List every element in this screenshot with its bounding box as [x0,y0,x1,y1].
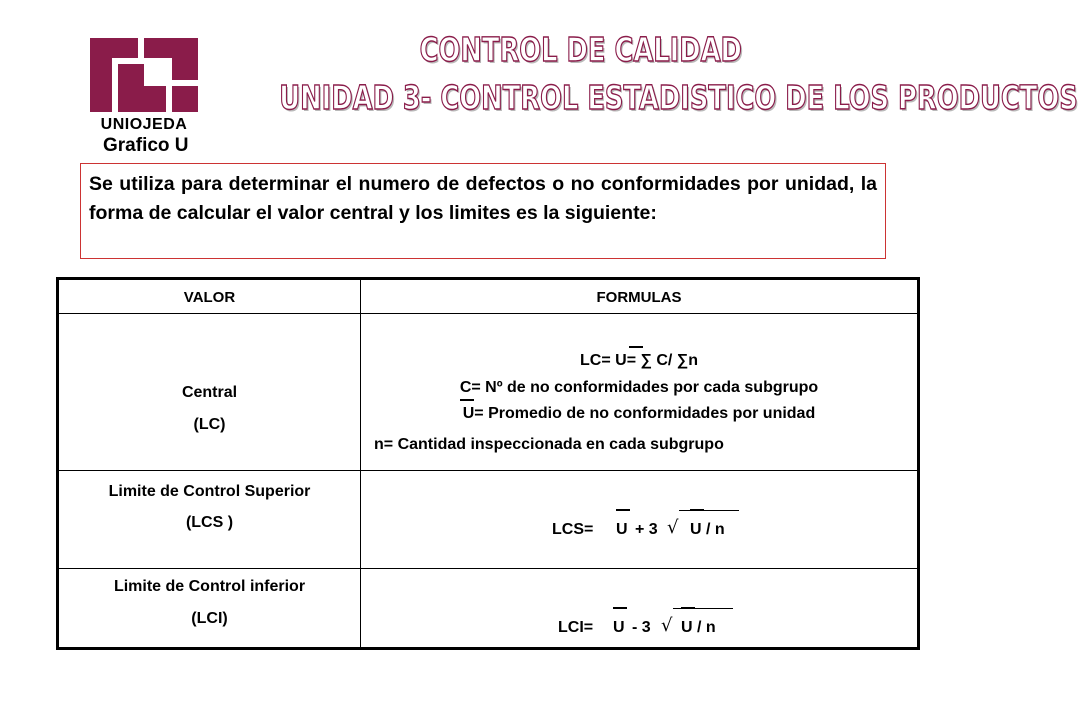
intro-text: Se utiliza para determinar el numero de defectos o no conformidades por unidad, la forma de calcular el valor central y los limites es la siguiente: [89,173,877,224]
header-formulas: FORMULAS [596,289,682,306]
u-overbar [460,399,474,401]
u-overbar [629,346,643,348]
lci-formula-cell [361,569,917,649]
lci-abbr: (LCI) [191,610,228,627]
lcs-u: U [616,521,628,538]
lcs-abbr: (LCS ) [185,514,234,531]
lcs-formula-cell [361,471,917,568]
c-definition: C= Nº de no conformidades por cada subgrupo [459,379,819,396]
lci-formula-prefix: LCI= [558,619,594,636]
u-overbar [681,607,695,609]
logo-wordmark: UNIOJEDA [100,116,188,133]
lci-u: U [613,619,625,636]
lci-label: Limite de Control inferior [113,578,306,595]
lcs-label: Limite de Control Superior [108,483,311,500]
lcs-operator: + 3 [635,521,658,538]
n-definition: n= Cantidad inspeccionada en cada subgrupo [374,436,724,453]
lcs-formula-prefix: LCS= [552,521,594,538]
sqrt-icon: √ [667,517,679,538]
lcs-radicand: U / n [690,521,725,538]
subtitle: UNIDAD 3- CONTROL ESTADISTICO DE LOS PRODUCTOS [279,78,1078,117]
main-title: CONTROL DE CALIDAD [419,30,742,69]
logo-mark [86,34,202,116]
formulas-table [56,277,920,650]
uniojeda-logo [86,34,202,134]
u-overbar [616,509,630,511]
intro-text-box [80,163,886,259]
radical-bar [679,510,739,511]
u-overbar [613,607,627,609]
central-label: Central [181,384,238,401]
central-formula-cell [361,314,917,470]
lci-radicand: U / n [681,619,716,636]
central-abbr: (LC) [193,416,226,433]
u-definition: U= Promedio de no conformidades por unidad [462,405,816,422]
section-title: Grafico U [103,135,189,156]
lci-operator: - 3 [632,619,651,636]
sqrt-icon: √ [661,615,673,636]
central-formula: LC= U= ∑ C/ ∑n [580,352,698,369]
header-valor: VALOR [183,289,236,306]
u-overbar [690,509,704,511]
